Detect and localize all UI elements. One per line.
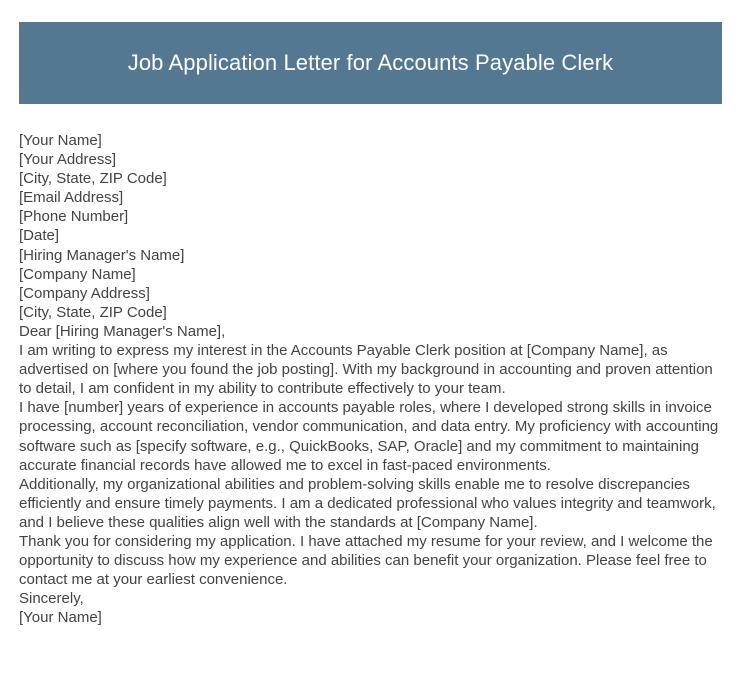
- page-title: Job Application Letter for Accounts Payable Clerk: [127, 50, 614, 75]
- letter-line: [Company Name]: [19, 265, 136, 283]
- letter-signature: [Your Name]: [19, 609, 102, 627]
- letter-line: [Your Name]: [19, 132, 102, 149]
- letter-paragraph: Thank you for considering my application. I have attached my resume for your review, and I welcome the opportunity to discuss how my experience and abilities can benefit your organization. Please feel free to contact me at your earliest convenience.: [19, 532, 717, 589]
- letter-line: [City, State, ZIP Code]: [19, 170, 167, 188]
- letter-line: [Date]: [19, 227, 60, 245]
- letter-line: [Company Address]: [19, 284, 150, 302]
- letter-paragraph: Additionally, my organizational abilities and problem-solving skills enable me to resolve discrepancies efficiently and ensure timely payments. I am a dedicated professional who values integrity and teamwork, and I believe these qualities align well with the standards at [Company Name].: [19, 475, 720, 531]
- letter-paragraph: I have [number] years of experience in accounts payable roles, where I developed strong skills in invoice processing, account reconciliation, vendor communication, and data entry. My proficiency with accounting software such as [specify software, e.g., QuickBooks, SAP, Oracle] and my commitment to maintaining accurate financial records have allowed me to excel in fast-paced environments.: [19, 399, 723, 474]
- letter-line: [Your Address]: [19, 151, 117, 169]
- document-header-banner: [19, 22, 722, 104]
- letter-closing: Sincerely,: [19, 590, 84, 608]
- letter-salutation: Dear [Hiring Manager's Name],: [19, 322, 226, 340]
- letter-line: [Phone Number]: [19, 208, 129, 226]
- letter-line: [Email Address]: [19, 189, 124, 207]
- letter-paragraph: I am writing to express my interest in the Accounts Payable Clerk position at [Company Name], as advertised on [where you found the job posting]. With my background in accounting and proven attention to detail, I am confident in my ability to contribute effectively to your team.: [19, 342, 717, 398]
- letter-body: [19, 131, 722, 627]
- letter-line: [Hiring Manager's Name]: [19, 246, 185, 264]
- letter-line: [City, State, ZIP Code]: [19, 303, 167, 321]
